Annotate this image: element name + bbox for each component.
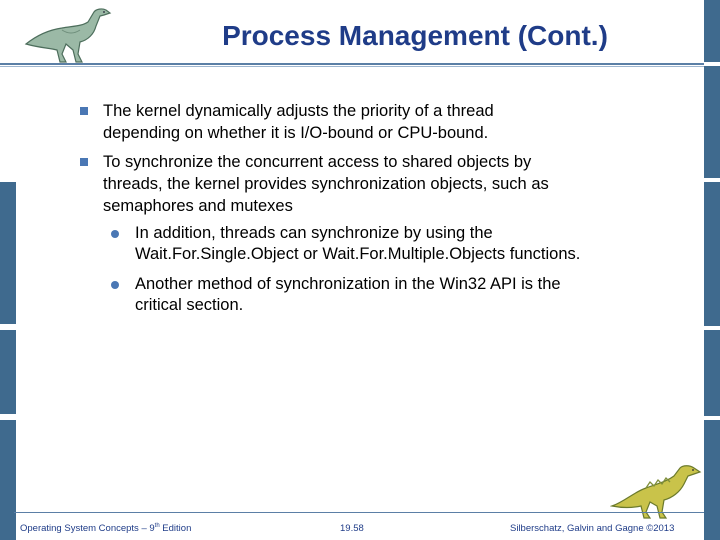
left-accent-bar (0, 330, 16, 414)
bullet-text: critical section. (135, 296, 244, 314)
footer-copyright: Silberschatz, Galvin and Gagne ©2013 (510, 523, 675, 534)
round-bullet-icon (111, 230, 119, 238)
bullet-text: Wait.For.Single.Object or Wait.For.Multiple.Objects functions. (135, 245, 581, 263)
right-accent-strip (704, 0, 720, 540)
left-accent-bar (0, 420, 16, 540)
left-accent-bar (0, 182, 16, 324)
footer-book (20, 523, 191, 534)
bullet-text: Another method of synchronization in the Win32 API is the (135, 275, 561, 293)
bullet-text: semaphores and mutexes (103, 197, 293, 215)
page-number: 19.58 (340, 523, 364, 534)
round-bullet-icon (111, 281, 119, 289)
dinosaur-icon (610, 462, 704, 522)
dinosaur-icon (22, 4, 114, 66)
bullet-text: In addition, threads can synchronize by using the (135, 224, 493, 242)
footer-book-title: Operating System Concepts – 9 (20, 523, 155, 535)
square-bullet-icon (80, 158, 88, 166)
header-divider (0, 66, 704, 67)
footer-divider (14, 512, 704, 513)
bullet-text: To synchronize the concurrent access to shared objects by (103, 153, 532, 171)
bullet-text: The kernel dynamically adjusts the priority of a thread (103, 102, 494, 120)
footer-book-sup: th (154, 523, 160, 529)
bullet-text: depending on whether it is I/O-bound or CPU-bound. (103, 124, 489, 142)
page-title: Process Management (Cont.) (222, 20, 608, 51)
footer-book-edition: Edition (159, 523, 192, 535)
square-bullet-icon (80, 107, 88, 115)
bullet-text: threads, the kernel provides synchronization objects, such as (103, 175, 549, 193)
